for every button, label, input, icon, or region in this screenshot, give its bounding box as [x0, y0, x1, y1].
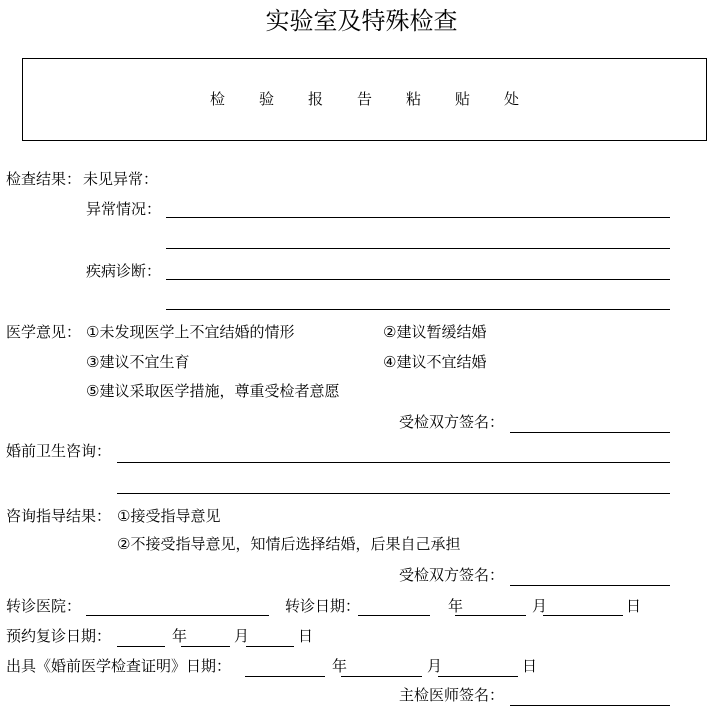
doctor-sign-label: 主检医师签名：: [399, 686, 505, 704]
paste-char: 告: [356, 90, 372, 108]
certificate-month-label: 月: [427, 657, 443, 675]
sign-both-line-2[interactable]: [510, 585, 670, 586]
referral-month-line[interactable]: [455, 615, 526, 616]
followup-month-label: 月: [234, 627, 250, 645]
diagnosis-line-2[interactable]: [166, 309, 670, 310]
paste-char: 处: [503, 90, 519, 108]
sign-both-line[interactable]: [510, 432, 670, 433]
consult-option-1[interactable]: ①接受指导意见: [117, 507, 221, 525]
consult-line-1[interactable]: [117, 462, 670, 463]
medical-opinion-label: 医学意见：: [6, 323, 82, 341]
referral-hospital-line[interactable]: [86, 615, 269, 616]
diagnosis-label: 疾病诊断：: [86, 262, 162, 280]
referral-hospital-label: 转诊医院：: [6, 597, 82, 615]
opinion-option-4[interactable]: ④建议不宜结婚: [383, 353, 487, 371]
sign-both-label: 受检双方签名：: [399, 413, 505, 431]
opinion-option-1[interactable]: ①未发现医学上不宜结婚的情形: [86, 323, 295, 341]
paste-char: 验: [258, 90, 274, 108]
page-title: 实验室及特殊检查: [265, 7, 458, 35]
opinion-option-5[interactable]: ⑤建议采取医学措施，尊重受检者意愿: [86, 382, 340, 400]
paste-char: 贴: [454, 90, 470, 108]
abnormal-line-2[interactable]: [166, 248, 670, 249]
certificate-month-line[interactable]: [341, 676, 422, 677]
followup-month-line[interactable]: [181, 646, 230, 647]
referral-date-label: 转诊日期：: [285, 597, 361, 615]
certificate-date-label: 出具《婚前医学检查证明》日期：: [6, 657, 232, 675]
paste-char: 检: [209, 90, 225, 108]
certificate-year-line[interactable]: [245, 676, 325, 677]
paste-char: 粘: [405, 90, 421, 108]
sign-both-label-2: 受检双方签名：: [399, 566, 505, 584]
no-abnormality-text: 未见异常：: [83, 170, 159, 188]
referral-year-label: 年: [448, 597, 464, 615]
certificate-day-label: 日: [522, 657, 538, 675]
followup-label: 预约复诊日期：: [6, 627, 112, 645]
followup-year-label: 年: [172, 627, 188, 645]
followup-day-line[interactable]: [246, 646, 294, 647]
certificate-year-label: 年: [332, 657, 348, 675]
premarital-consult-label: 婚前卫生咨询：: [6, 442, 112, 460]
certificate-day-line[interactable]: [438, 676, 518, 677]
opinion-option-3[interactable]: ③建议不宜生育: [86, 353, 190, 371]
referral-day-label: 日: [626, 597, 642, 615]
referral-month-label: 月: [532, 597, 548, 615]
followup-year-line[interactable]: [117, 646, 165, 647]
abnormal-line-1[interactable]: [166, 217, 670, 218]
referral-day-line[interactable]: [543, 615, 623, 616]
exam-result-label: 检查结果：: [6, 170, 82, 188]
report-paste-area: [22, 58, 707, 141]
consult-line-2[interactable]: [117, 493, 670, 494]
doctor-sign-line[interactable]: [510, 705, 670, 706]
consult-result-label: 咨询指导结果：: [6, 507, 112, 525]
referral-year-line[interactable]: [358, 615, 430, 616]
abnormal-label: 异常情况：: [86, 200, 162, 218]
paste-char: 报: [307, 90, 323, 108]
consult-option-2[interactable]: ②不接受指导意见，知情后选择结婚，后果自己承担: [117, 535, 461, 553]
followup-day-label: 日: [298, 627, 314, 645]
paste-area-label: [23, 88, 706, 109]
diagnosis-line-1[interactable]: [166, 279, 670, 280]
opinion-option-2[interactable]: ②建议暂缓结婚: [383, 323, 487, 341]
